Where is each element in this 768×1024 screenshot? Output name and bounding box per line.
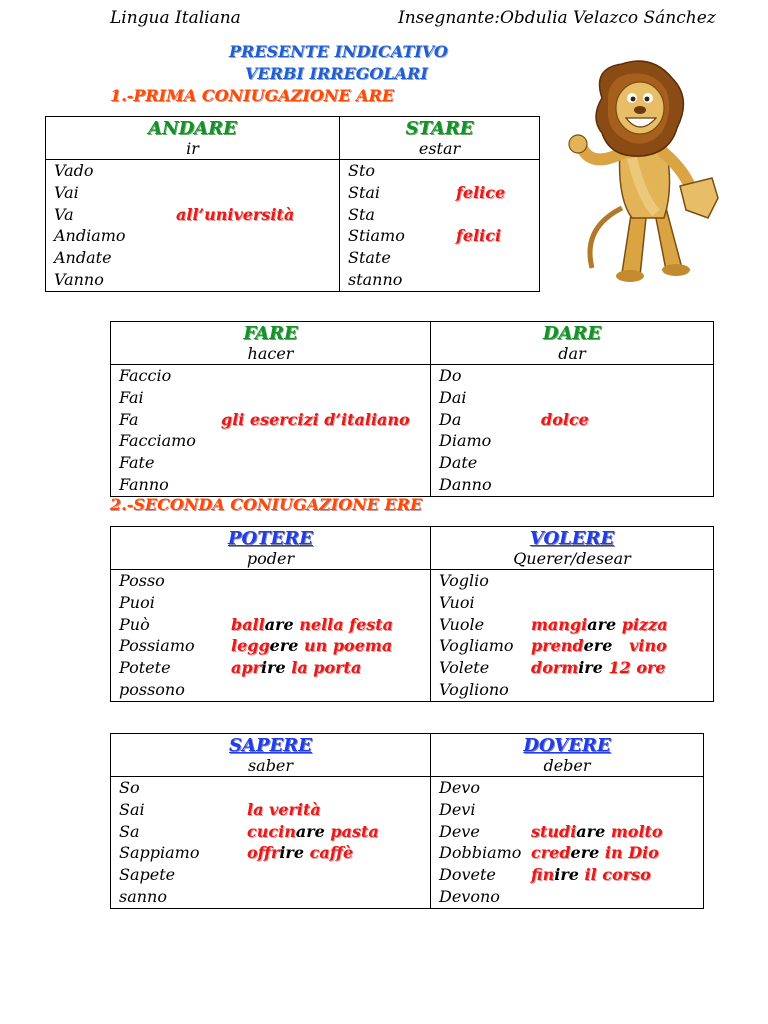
verb-form: Volete [439, 658, 490, 678]
verb-ending: ere [583, 636, 613, 656]
verb-form: sanno [119, 886, 167, 906]
verb-ending: are [295, 821, 325, 841]
verb-translation: deber [543, 756, 591, 775]
verb-header-volere [431, 527, 714, 570]
verb-header-dovere [431, 734, 704, 777]
example-phrase: felice [456, 182, 506, 202]
conjugation-row [119, 821, 422, 843]
conjugation-row [119, 592, 422, 614]
verb-form: Stiamo [348, 226, 405, 246]
conjugation-row [439, 657, 705, 679]
example-phrase [531, 864, 651, 886]
verb-form: Danno [439, 474, 492, 494]
verb-translation: poder [246, 549, 295, 568]
conjugation-row [119, 679, 422, 701]
verb-ending: ire [279, 843, 305, 863]
verb-translation: dar [558, 344, 586, 363]
verb-name: DARE [542, 323, 602, 344]
verb-form: Vogliono [439, 679, 509, 699]
example-object: pizza [616, 614, 668, 634]
example-object: un poema [298, 636, 393, 656]
example-phrase: felici [456, 226, 502, 246]
example-phrase: la verità [247, 799, 321, 819]
verb-form: Vogliamo [439, 636, 514, 656]
verb-form: Possiamo [119, 636, 195, 656]
verb-name: ANDARE [148, 118, 237, 139]
verb-form: Fa [119, 409, 139, 429]
verb-ending: are [576, 821, 606, 841]
verb-form: Facciamo [119, 431, 196, 451]
conjugation-cell-andare [46, 160, 340, 292]
verb-form: Può [119, 614, 150, 634]
example-phrase [531, 635, 667, 657]
verb-translation: ir [186, 139, 199, 158]
conjugation-row [439, 679, 705, 701]
verb-form: Fanno [119, 474, 169, 494]
conjugation-row [439, 799, 695, 821]
example-phrase [531, 842, 659, 864]
verb-stem: prend [531, 636, 584, 656]
conjugation-row [119, 387, 422, 409]
verb-name: VOLERE [529, 528, 615, 549]
conjugation-cell-dare [431, 365, 714, 497]
verb-form: Dai [439, 387, 467, 407]
conjugation-row [119, 777, 422, 799]
example-object: molto [605, 821, 663, 841]
verb-form: Voglio [439, 571, 489, 590]
conjugation-row [439, 821, 695, 843]
verb-form: stanno [348, 269, 403, 289]
conjugation-row [348, 269, 531, 291]
conjugation-row [119, 452, 422, 474]
verb-header-andare [46, 117, 340, 160]
verb-name: STARE [405, 118, 474, 139]
conjugation-row [439, 430, 705, 452]
verb-stem: ball [231, 614, 265, 634]
verb-ending: ere [570, 843, 600, 863]
verb-form: Devi [439, 799, 476, 819]
conjugation-row [119, 570, 422, 592]
conjugation-row [119, 430, 422, 452]
conjugation-row [439, 570, 705, 592]
conjugation-row [119, 635, 422, 657]
conjugation-row [439, 635, 705, 657]
example-phrase: dolce [541, 409, 589, 429]
conjugation-row [348, 247, 531, 269]
verb-stem: apr [231, 658, 261, 678]
conjugation-row [348, 182, 531, 204]
verb-form: Vuoi [439, 592, 475, 612]
verb-form: Sappiamo [119, 843, 200, 863]
example-phrase [531, 614, 668, 636]
conjugation-row [54, 247, 331, 269]
example-object: in Dio [599, 843, 659, 863]
conjugation-row [119, 474, 422, 496]
conjugation-row [119, 657, 422, 679]
verb-form: Fai [119, 387, 144, 407]
example-phrase: gli esercizi d’italiano [221, 409, 410, 429]
verb-form: So [119, 778, 140, 797]
verb-header-sapere [111, 734, 431, 777]
conjugation-row [439, 864, 695, 886]
conjugation-row [119, 864, 422, 886]
verb-form: Vado [54, 161, 94, 180]
verb-ending: ire [578, 658, 603, 678]
verb-stem: dorm [531, 658, 579, 678]
verb-header-dare [431, 322, 714, 365]
conjugation-row [439, 614, 705, 636]
verb-ending: ere [269, 636, 299, 656]
conjugation-row [119, 365, 422, 387]
example-phrase [531, 657, 666, 679]
conjugation-row [348, 204, 531, 226]
verb-ending: ire [260, 658, 286, 678]
verb-table-potere-volere [110, 526, 714, 702]
verb-form: Fate [119, 453, 155, 473]
verb-stem: fin [531, 865, 555, 885]
verb-form: Sai [119, 799, 145, 819]
example-object: caffè [304, 843, 354, 863]
verb-stem: mangi [531, 614, 588, 634]
example-phrase [247, 842, 353, 864]
conjugation-row [119, 799, 422, 821]
verb-stem: legg [231, 636, 270, 656]
verb-form: Diamo [439, 431, 492, 451]
example-object: la porta [285, 658, 362, 678]
conjugation-row [54, 269, 331, 291]
example-object: nella festa [293, 614, 394, 634]
verb-form: Faccio [119, 366, 172, 385]
conjugation-row [439, 777, 695, 799]
conjugation-cell-fare [111, 365, 431, 497]
conjugation-row [439, 886, 695, 908]
conjugation-row [348, 160, 531, 182]
section-prima-coniugazione: 1.-PRIMA CONIUGAZIONE ARE [110, 86, 395, 105]
verb-form: Andate [54, 248, 112, 268]
verb-form: Potete [119, 658, 171, 678]
subject-label: Lingua Italiana [110, 8, 241, 28]
verb-translation: hacer [247, 344, 294, 363]
conjugation-row [348, 225, 531, 247]
verb-form: Deve [439, 821, 480, 841]
example-phrase [531, 821, 663, 843]
verb-form: Dobbiamo [439, 843, 522, 863]
verb-form: Vuole [439, 614, 485, 634]
verb-form: Vai [54, 182, 79, 202]
verb-name: FARE [243, 323, 298, 344]
teacher-label: Insegnante:Obdulia Velazco Sánchez [398, 8, 716, 28]
conjugation-row [119, 409, 422, 431]
verb-stem: cucin [247, 821, 296, 841]
conjugation-row [54, 182, 331, 204]
conjugation-cell-volere [431, 570, 714, 702]
verb-header-stare [340, 117, 540, 160]
verb-form: Andiamo [54, 226, 126, 246]
verb-form: Sa [119, 821, 140, 841]
verb-form: Da [439, 409, 462, 429]
verb-stem: studi [531, 821, 577, 841]
verb-header-fare [111, 322, 431, 365]
verb-form: Date [439, 453, 478, 473]
conjugation-row [439, 365, 705, 387]
verb-translation: Querer/desear [513, 549, 631, 568]
verb-name: POTERE [227, 528, 313, 549]
example-object: 12 ore [602, 658, 666, 678]
conjugation-row [439, 387, 705, 409]
conjugation-cell-stare [340, 160, 540, 292]
conjugation-row [119, 842, 422, 864]
verb-form: Dovete [439, 865, 496, 885]
verb-table-sapere-dovere [110, 733, 704, 909]
verb-ending: ire [554, 865, 579, 885]
conjugation-cell-dovere [431, 777, 704, 909]
conjugation-row [54, 225, 331, 247]
title-presente-indicativo: PRESENTE INDICATIVO [229, 42, 448, 61]
conjugation-row [439, 452, 705, 474]
verb-form: Sapete [119, 865, 176, 885]
cartoon-lion-icon [562, 58, 722, 284]
verb-form: Devo [439, 778, 480, 797]
verb-form: Devono [439, 886, 500, 906]
verb-ending: are [264, 614, 294, 634]
verb-stem: offr [247, 843, 280, 863]
verb-table-fare-dare [110, 321, 714, 497]
verb-form: State [348, 248, 391, 268]
verb-stem: cred [531, 843, 571, 863]
title-verbi-irregolari: VERBI IRREGOLARI [245, 64, 428, 83]
verb-form: Puoi [119, 592, 155, 612]
example-object: il corso [578, 865, 651, 885]
conjugation-row [439, 592, 705, 614]
verb-form: Vanno [54, 269, 104, 289]
verb-form: Sto [348, 161, 376, 180]
conjugation-row [119, 886, 422, 908]
conjugation-row [54, 204, 331, 226]
conjugation-row [439, 474, 705, 496]
example-phrase [231, 614, 393, 636]
verb-translation: estar [418, 139, 461, 158]
verb-form: possono [119, 679, 185, 699]
conjugation-row [439, 409, 705, 431]
conjugation-cell-sapere [111, 777, 431, 909]
example-phrase: all’università [176, 204, 295, 224]
verb-name: SAPERE [229, 735, 312, 756]
verb-form: Va [54, 204, 74, 224]
example-phrase [231, 657, 361, 679]
conjugation-cell-potere [111, 570, 431, 702]
verb-form: Sta [348, 204, 375, 224]
verb-form: Posso [119, 571, 165, 590]
verb-ending: are [587, 614, 617, 634]
verb-name: DOVERE [523, 735, 611, 756]
example-object: vino [612, 636, 667, 656]
conjugation-row [439, 842, 695, 864]
section-seconda-coniugazione: 2.-SECONDA CONIUGAZIONE ERE [110, 495, 423, 514]
example-phrase [247, 821, 379, 843]
verb-table-andare-stare [45, 116, 540, 292]
conjugation-row [54, 160, 331, 182]
verb-form: Stai [348, 182, 381, 202]
example-phrase [231, 635, 392, 657]
verb-translation: saber [247, 756, 294, 775]
example-object: pasta [324, 821, 379, 841]
verb-form: Do [439, 366, 462, 385]
verb-header-potere [111, 527, 431, 570]
conjugation-row [119, 614, 422, 636]
